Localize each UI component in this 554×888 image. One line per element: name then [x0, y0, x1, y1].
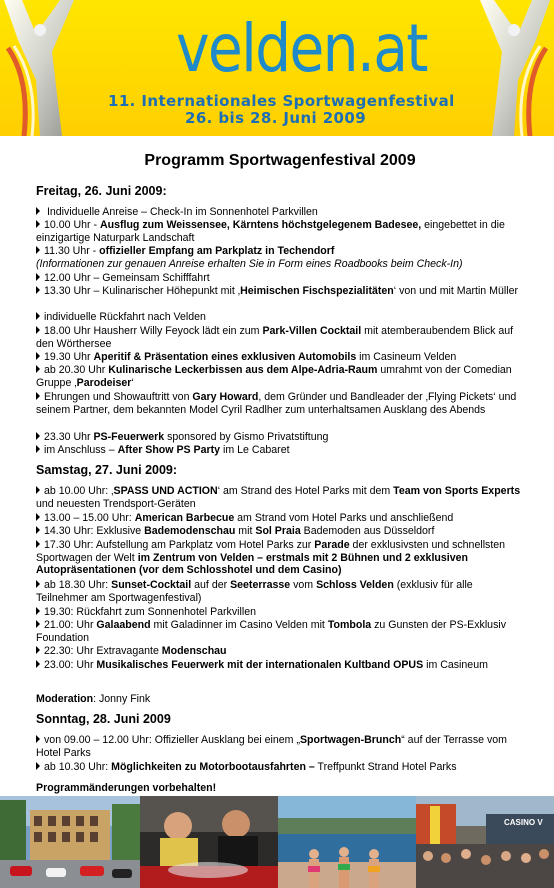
program-item: 23.30 Uhr PS-Feuerwerk sponsored by Gismo Privatstiftung — [36, 431, 522, 444]
program-item: ab 10.30 Uhr: Möglichkeiten zu Motorbootausfahrten – Treffpunkt Strand Hotel Parks — [36, 761, 522, 774]
bullet-arrow-icon — [36, 312, 40, 320]
program-item: 21.00: Uhr Galaabend mit Galadinner im Casino Velden mit Tombola zu Gunsten der PS-Exklusiv Foundation — [36, 619, 507, 644]
bullet-arrow-icon — [36, 526, 40, 534]
program-item: ab 20.30 Uhr Kulinarische Leckerbissen aus dem Alpe-Adria-Raum umrahmt von der Comedian Gruppe ‚Parodeiser‘ — [36, 364, 512, 389]
photo-lake-beach — [278, 796, 416, 888]
bullet-arrow-icon — [36, 365, 40, 373]
casino-sign: CASINO V — [504, 818, 543, 827]
banner-subtitle-festival: 11. Internationales Sportwagenfestival — [108, 92, 455, 110]
header-banner — [0, 0, 554, 136]
program-item: 23.00: Uhr Musikalisches Feuerwerk mit der internationalen Kultband OPUS im Casineum — [36, 659, 522, 672]
bullet-arrow-icon — [36, 486, 40, 494]
bullet-arrow-icon — [36, 352, 40, 360]
bullet-arrow-icon — [36, 580, 40, 588]
day-heading-sunday: Sonntag, 28. Juni 2009 — [36, 712, 171, 726]
program-item: 22.30: Uhr Extravagante Modenschau — [36, 645, 522, 658]
program-item: 14.30 Uhr: Exklusive Bademodenschau mit Sol Praia Bademoden aus Düsseldorf — [36, 525, 522, 538]
day-heading-friday: Freitag, 26. Juni 2009: — [36, 184, 167, 198]
program-item: 19.30 Uhr Aperitif & Präsentation eines exklusiven Automobils im Casineum Velden — [36, 351, 522, 364]
program-item: ab 10.00 Uhr: ‚SPASS UND ACTION‘ am Strand des Hotel Parks mit dem Team von Sports Experts und neuesten Trendsport-Geräten — [36, 485, 521, 510]
photo-hotel-square — [0, 796, 140, 888]
program-item: 18.00 Uhr Hausherr Willy Feyock lädt ein zum Park-Villen Cocktail mit atemberaubendem Blick auf den Wörthersee — [36, 325, 514, 350]
program-item: 17.30 Uhr: Aufstellung am Parkplatz vom Hotel Parks zur Parade der exklusivsten und schnellsten Sportwagen der Welt im Zentrum von Velden – erstmals mit 2 Bühnen und 2 exklusiven Autopräsentationen (vor dem Schlosshotel und dem Casino) — [36, 539, 506, 577]
page-title: Programm Sportwagenfestival 2009 — [144, 152, 416, 169]
bullet-arrow-icon — [36, 540, 40, 548]
program-item: Individuelle Anreise – Check-In im Sonnenhotel Parkvillen — [36, 206, 522, 219]
bullet-arrow-icon — [36, 735, 40, 743]
program-item: individuelle Rückfahrt nach Velden — [36, 311, 522, 324]
bullet-arrow-icon — [36, 246, 40, 254]
bullet-arrow-icon — [36, 620, 40, 628]
program-item: 11.30 Uhr - offizieller Empfang am Parkplatz in Techendorf (Informationen zur genauen Anreise erhalten Sie in Form eines Roadbooks beim Check-In) — [36, 245, 463, 270]
banner-subtitle-dates: 26. bis 28. Juni 2009 — [185, 109, 367, 127]
bullet-arrow-icon — [36, 286, 40, 294]
bullet-arrow-icon — [36, 432, 40, 440]
program-item: 13.00 – 15.00 Uhr: American Barbecue am Strand vom Hotel Parks und anschließend — [36, 512, 522, 525]
day-heading-saturday: Samstag, 27. Juni 2009: — [36, 463, 178, 477]
photo-casino-crowd — [416, 796, 554, 888]
moderation-line — [36, 693, 150, 705]
bullet-arrow-icon — [36, 762, 40, 770]
bullet-arrow-icon — [36, 273, 40, 281]
bullet-arrow-icon — [36, 513, 40, 521]
photo-strip — [0, 796, 554, 888]
bullet-arrow-icon — [36, 220, 40, 228]
moderator-name: : Jonny Fink — [93, 693, 151, 705]
program-item: von 09.00 – 12.00 Uhr: Offizieller Ausklang bei einem „Sportwagen-Brunch“ auf der Terrasse vom Hotel Parks — [36, 734, 507, 759]
moderation-label: Moderation — [36, 693, 94, 705]
trophy-icon — [476, 0, 554, 136]
bullet-arrow-icon — [36, 660, 40, 668]
bullet-arrow-icon — [36, 646, 40, 654]
velden-logo: velden.at — [176, 10, 427, 87]
program-item: Ehrungen und Showauftritt von Gary Howard, dem Gründer und Bandleader der ‚Flying Pickets‘ und seinem Partner, dem bekannten Model Cyril Radlher zum unterhaltsamen Ausklang des Abends — [36, 391, 517, 416]
program-item: 12.00 Uhr – Gemeinsam Schifffahrt — [36, 272, 522, 285]
bullet-arrow-icon — [36, 607, 40, 615]
bullet-arrow-icon — [36, 326, 40, 334]
trophy-icon — [0, 0, 78, 136]
bullet-arrow-icon — [36, 445, 40, 453]
program-item: 10.00 Uhr - Ausflug zum Weissensee, Kärntens höchstgelegenem Badesee, eingebettet in die einzigartige Naturpark Landschaft — [36, 219, 505, 244]
bullet-arrow-icon — [36, 207, 40, 215]
photo-guests-in-car — [140, 796, 278, 888]
bullet-arrow-icon — [36, 392, 40, 400]
program-item: 19.30: Rückfahrt zum Sonnenhotel Parkvillen — [36, 606, 522, 619]
program-item: ab 18.30 Uhr: Sunset-Cocktail auf der Seeterrasse vom Schloss Velden (exklusiv für alle Teilnehmer am Sportwagenfestival) — [36, 579, 473, 604]
program-item: im Anschluss – After Show PS Party im Le Cabaret — [36, 444, 522, 457]
program-item: 13.30 Uhr – Kulinarischer Höhepunkt mit ‚Heimischen Fischspezialitäten‘ von und mit Martin Müller — [36, 285, 522, 298]
program-change-note: Programmänderungen vorbehalten! — [36, 782, 217, 794]
